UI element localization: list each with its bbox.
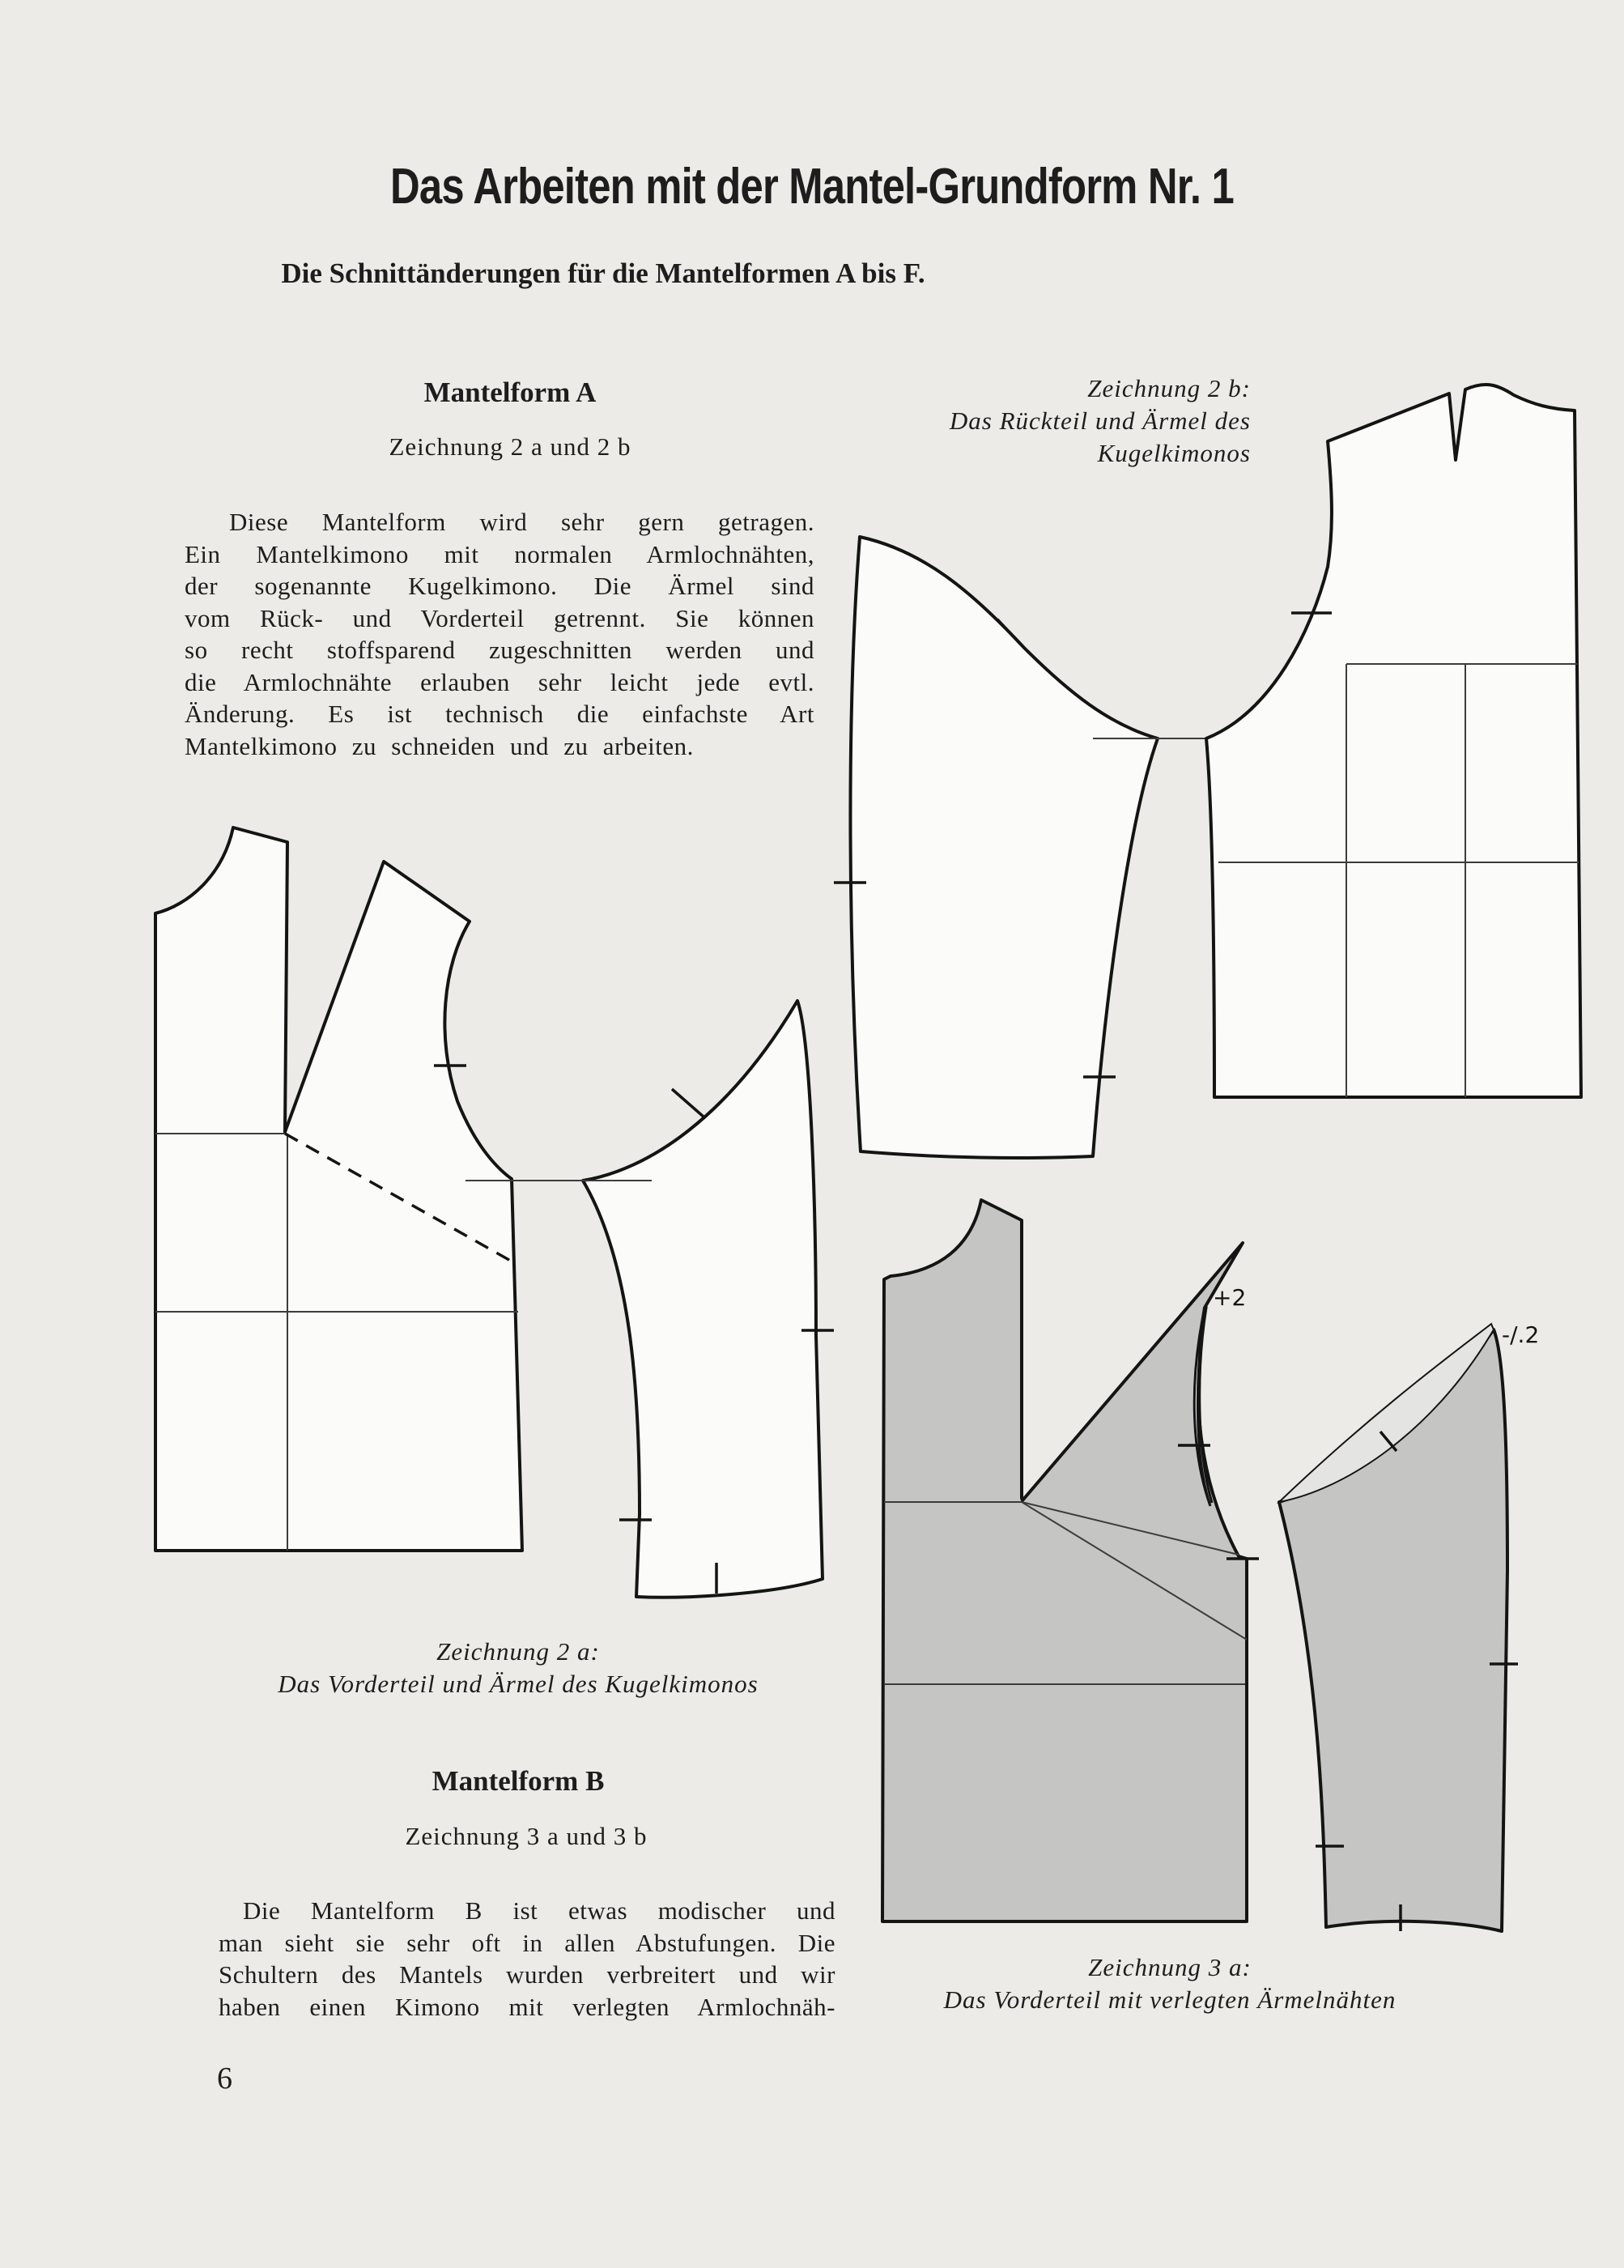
paragraph-line: so recht stoffsparend zugeschnitten werden und: [185, 636, 814, 664]
paragraph-line: Schultern des Mantels wurden verbreitert und wir: [219, 1960, 835, 1989]
section-b-heading: Mantelform B: [432, 1765, 605, 1797]
drawing-2b-back-piece: [1206, 385, 1581, 1097]
caption-3a-title: Zeichnung 3 a:: [1088, 1953, 1252, 1981]
paragraph-line: der sogenannte Kugelkimono. Die Ärmel sind: [185, 572, 814, 600]
page-number: 6: [217, 2062, 232, 2096]
page-title: Das Arbeiten mit der Mantel-Grundform Nr. 1: [390, 159, 1234, 215]
paragraph-line: vom Rück- und Vorderteil getrennt. Sie können: [185, 603, 814, 632]
page-subtitle: Die Schnittänderungen für die Mantelformen A bis F.: [281, 257, 925, 289]
plus-two-annotation: +2: [1213, 1284, 1247, 1311]
paragraph-line: Änderung. Es ist technisch die einfachste Art: [185, 700, 814, 728]
caption-2a-line: Das Vorderteil und Ärmel des Kugelkimonos: [278, 1670, 759, 1698]
section-a-heading: Mantelform A: [423, 377, 597, 408]
caption-2b-line: Kugelkimonos: [1097, 439, 1251, 467]
drawing-3a-sleeve: [1279, 1321, 1539, 1931]
paragraph-line: Mantelkimono zu schneiden und zu arbeiten.: [185, 731, 694, 760]
paragraph-line: Ein Mantelkimono mit normalen Armlochnähten,: [185, 539, 814, 568]
caption-2a-title: Zeichnung 2 a:: [436, 1637, 600, 1666]
drawing-2a-front-piece: [155, 828, 522, 1551]
caption-2b-line: Das Rückteil und Ärmel des: [949, 406, 1251, 435]
paragraph-line: Die Mantelform B ist etwas modischer und: [243, 1896, 835, 1925]
paragraph-line: haben einen Kimono mit verlegten Armlochnäh-: [219, 1992, 835, 2021]
section-a-subheading: Zeichnung 2 a und 2 b: [389, 432, 631, 461]
caption-2b-title: Zeichnung 2 b:: [1087, 374, 1251, 402]
drawing-3a-front-piece: [882, 1200, 1259, 1921]
paragraph-line: Diese Mantelform wird sehr gern getragen.: [229, 508, 814, 536]
section-b-subheading: Zeichnung 3 a und 3 b: [405, 1822, 648, 1850]
minus-two-annotation: -/.2: [1502, 1321, 1540, 1348]
paragraph-line: die Armlochnähte erlauben sehr leicht jede evtl.: [185, 667, 814, 696]
paragraph-line: man sieht sie sehr oft in allen Abstufungen. Die: [219, 1928, 835, 1957]
caption-3a-line: Das Vorderteil mit verlegten Ärmelnähten: [943, 1985, 1397, 2014]
